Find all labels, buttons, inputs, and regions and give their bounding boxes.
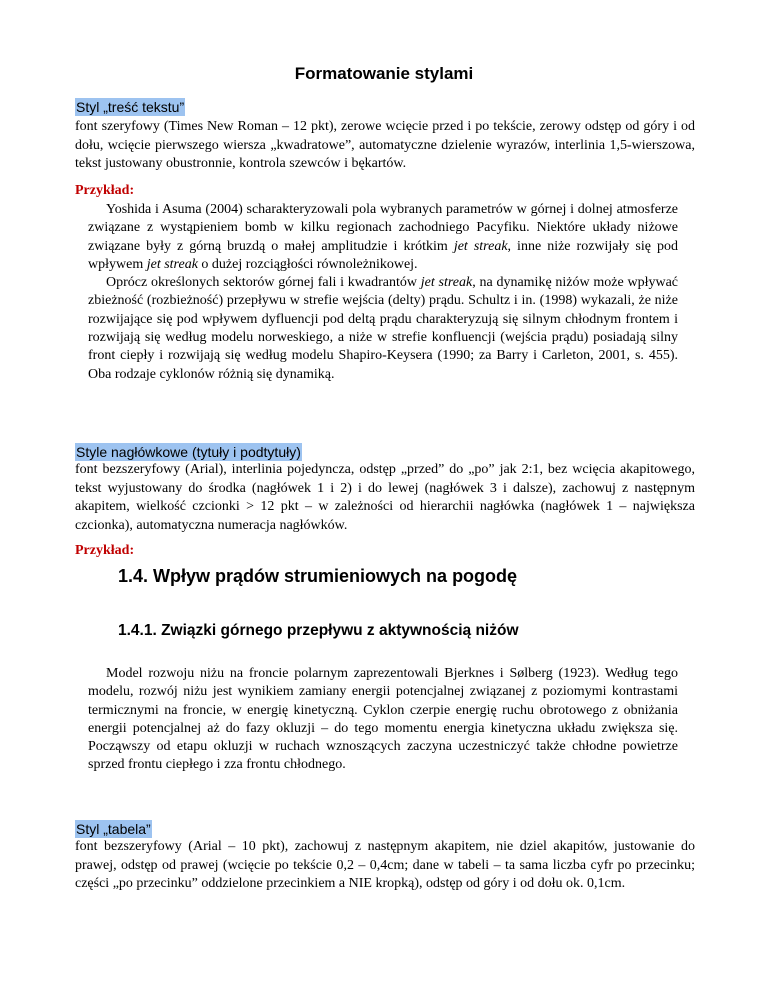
table-style-description: font bezszeryfowy (Arial – 10 pkt), zachowuj z następnym akapitem, nie dziel akapitów, justowanie do prawej, odstęp od prawej (wcięcie po tekście 0,2 – 0,4cm; dane w tabeli – ta sama liczba cyfr po przecinku; części „po przecinku” oddzielone przecinkiem a NIE kropką), odstęp od góry i od dołu ok. 0,1cm. (75, 839, 695, 892)
text-style-example (88, 201, 678, 384)
example-p2-text-a: Oprócz określonych sektorów górnej fali i kwadrantów (106, 275, 421, 291)
example-paragraph-2 (88, 274, 678, 384)
text-style-example-label: Przykład: (75, 183, 135, 198)
example-heading-2: 1.4.1. Związki górnego przepływu z aktywnością niżów (118, 622, 519, 639)
heading-styles-example-label: Przykład: (75, 543, 135, 558)
example-p1-jet-streak-2: jet streak (146, 256, 198, 272)
example-p1-text-a: Yoshida i Asuma (2004) scharakteryzowali pola wybranych parametrów w górnej i dolnej atmosferze związane z wystąpieniem bomb w kilku regionach zachodniego Pacyfiku. Niektóre układy niżowe związane były z górną bruzdą o małej amplitudzie i krótkim (88, 202, 678, 254)
example-p2-jet-streak: jet streak (420, 275, 473, 291)
example-p2-text-b: , na dynamikę niżów może wpływać zbieżność (rozbieżność) przepływu w strefie wejścia (delty) prądu. Schultz i in. (1998) wykazali, że niże rozwijające się pod wpływem dyfluencji pod deltą prądu charakteryzują się silnym chłodnym frontem i rozwijają się według modelu norweskiego, a niże w strefie konfluencji (wejścia prądu) posiadają silny front ciepły i rozwijają się według modelu Shapiro-Keysera (1990; za Barry i Carleton, 2001, s. 455). Oba rodzaje cyklonów różnią się dynamiką. (88, 275, 678, 382)
heading-styles-heading: Style nagłówkowe (tytuły i podtytuły) (76, 444, 301, 460)
example-p1-text-b: , inne niże rozwijały się pod wpływem (88, 238, 679, 272)
table-style-heading: Styl „tabela” (76, 821, 151, 837)
heading-styles-description: font bezszeryfowy (Arial), interlinia pojedyncza, odstęp „przed” do „po” jak 2:1, bez wcięcia akapitowego, tekst wyjustowany do środka (nagłówek 1 i 2) i do lewej (nagłówek 3 i dalsze), zachowuj z następnym akapitem, wielkość czcionki > 12 pkt – w zależności od hierarchii nagłówka (nagłówek 1 – największa czcionka), automatyczna numeracja nagłówków. (75, 462, 695, 533)
example-body-paragraph: Model rozwoju niżu na froncie polarnym zaprezentowali Bjerknes i Sølberg (1923). Według tego modelu, rozwój niżu jest wynikiem zamiany energii potencjalnej związanej z poziomymi kontrastami termicznymi na froncie, w energię kinetyczną. Cyklon czerpie energię ruchu obrotowego z obniżania energii potencjalnej aż do fazy okluzji – do tego momentu energia kinetyczna układu zwiększa się. Począwszy od etapu okluzji w ruchach wznoszących zaczyna uczestniczyć także chłodne powietrze sprzed frontu ciepłego i zza frontu chłodnego. (88, 666, 678, 773)
page-title: Formatowanie stylami (294, 64, 474, 83)
example-p1-text-c: o dużej rozciągłości równoleżnikowej. (197, 256, 418, 272)
example-heading-1: 1.4. Wpływ prądów strumieniowych na pogodę (118, 566, 518, 586)
text-style-description: font szeryfowy (Times New Roman – 12 pkt), zerowe wcięcie przed i po tekście, zerowy odstęp od góry i od dołu, wcięcie pierwszego wiersza „kwadratowe”, automatyczne dzielenie wyrazów, interlinia 1,5-wierszowa, tekst justowany obustronnie, kontrola szewców i bękartów. (75, 119, 695, 172)
example-p1-jet-streak-1: jet streak (453, 238, 508, 254)
text-style-heading: Styl „treść tekstu” (76, 99, 185, 115)
example-paragraph-1 (88, 201, 678, 274)
